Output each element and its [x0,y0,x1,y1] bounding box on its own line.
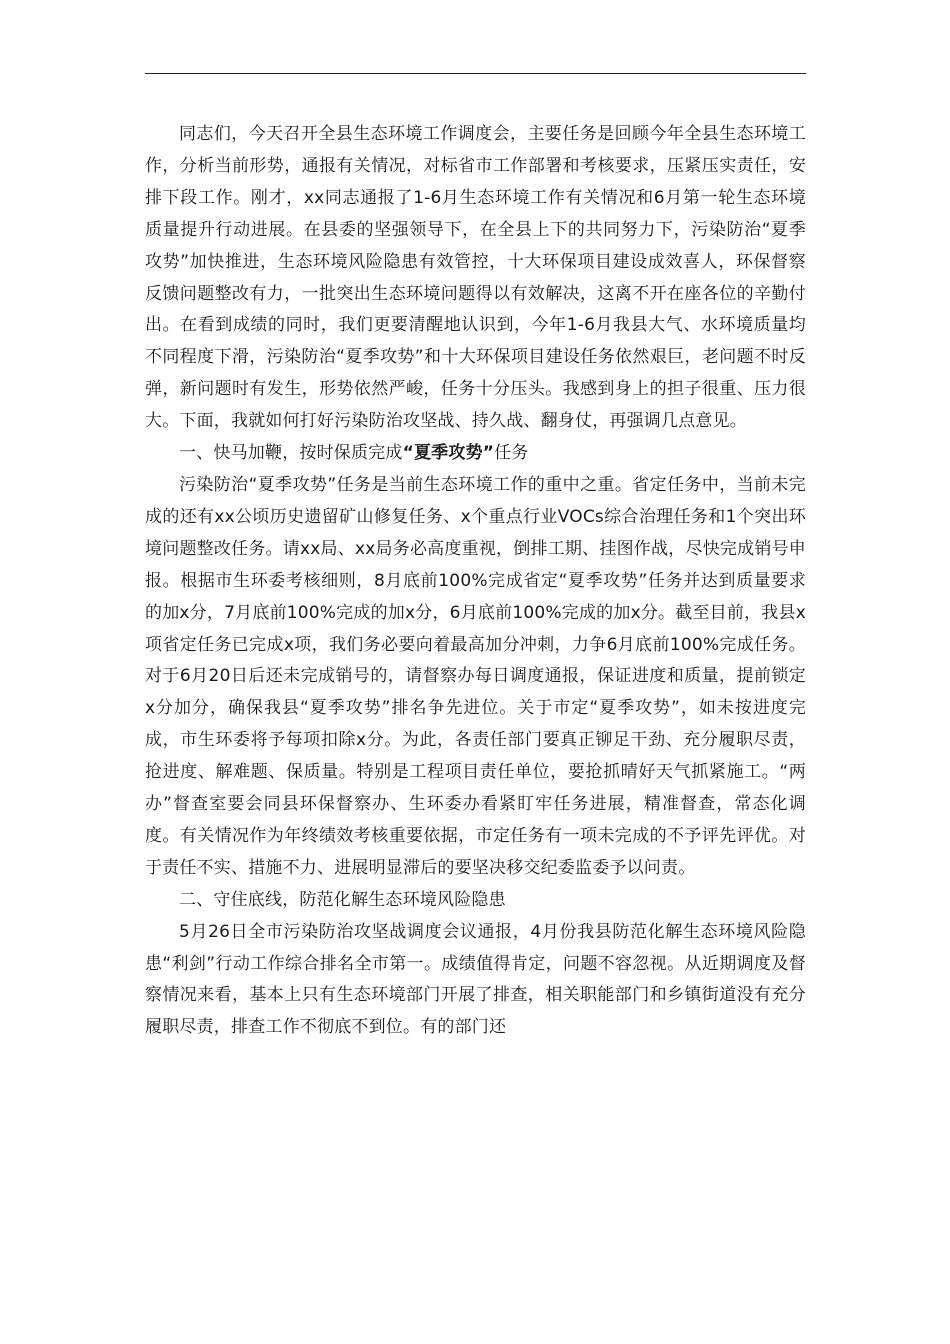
section-heading-1 [145,438,806,470]
paragraph-opening: 同志们，今天召开全县生态环境工作调度会，主要任务是回顾今年全县生态环境工作，分析当前形势，通报有关情况，对标省市工作部署和考核要求，压紧压实责任，安排下段工作。刚才，xx同志通报了1-6月生态环境工作有关情况和6月第一轮生态环境质量提升行动进展。在县委的坚强领导下，在全县上下的共同努力下，污染防治“夏季攻势”加快推进，生态环境风险隐患有效管控，十大环保项目建设成效喜人，环保督察反馈问题整改有力，一批突出生态环境问题得以有效解决，这离不开在座各位的辛勤付出。在看到成绩的同时，我们更要清醒地认识到，今年1-6月我县大气、水环境质量均不同程度下滑，污染防治“夏季攻势”和十大环保项目建设任务依然艰巨，老问题不时反弹，新问题时有发生，形势依然严峻，任务十分压头。我感到身上的担子很重、压力很大。下面，我就如何打好污染防治攻坚战、持久战、翻身仗，再强调几点意见。 [145,124,806,432]
header-rule [145,73,806,74]
section-heading-1-emphasis: “夏季攻势” [402,443,495,464]
document-body [145,119,806,1044]
section-heading-1-prefix: 一、快马加鞭，按时保质完成 [179,443,403,464]
section-heading-2: 二、守住底线，防范化解生态环境风险隐患 [179,889,506,910]
paragraph-risk-prevention: 5月26日全市污染防治攻坚战调度会议通报，4月份我县防范化解生态环境风险隐患“利剑”行动工作综合排名全市第一。成绩值得肯定，问题不容忽视。从近期调度及督察情况来看，基本上只有生态环境部门开展了排查，相关职能部门和乡镇街道没有充分履职尽责，排查工作不彻底不到位。有的部门还 [145,921,806,1038]
paragraph-summer-campaign: 污染防治“夏季攻势”任务是当前生态环境工作的重中之重。省定任务中，当前未完成的还有xx公顷历史遗留矿山修复任务、x个重点行业VOCs综合治理任务和1个突出环境问题整改任务。请xx局、xx局务必高度重视，倒排工期、挂图作战，尽快完成销号申报。根据市生环委考核细则，8月底前100%完成省定“夏季攻势”任务并达到质量要求的加x分，7月底前100%完成的加x分，6月底前100%完成的加x分。截至目前，我县x项省定任务已完成x项，我们务必要向着最高加分冲刺，力争6月底前100%完成任务。对于6月20日后还未完成销号的，请督察办每日调度通报，保证进度和质量，提前锁定x分加分，确保我县“夏季攻势”排名争先进位。关于市定“夏季攻势”，如未按进度完成，市生环委将予每项扣除x分。为此，各责任部门要真正铆足干劲、充分履职尽责，抢进度、解难题、保质量。特别是工程项目责任单位，要抢抓晴好天气抓紧施工。“两办”督查室要会同县环保督察办、生环委办看紧盯牢任务进展，精准督查，常态化调度。有关情况作为年终绩效考核重要依据，市定任务有一项未完成的不予评先评优。对于责任不实、措施不力、进展明显滞后的要坚决移交纪委监委予以问责。 [145,474,806,878]
section-heading-1-suffix: 任务 [494,443,529,464]
